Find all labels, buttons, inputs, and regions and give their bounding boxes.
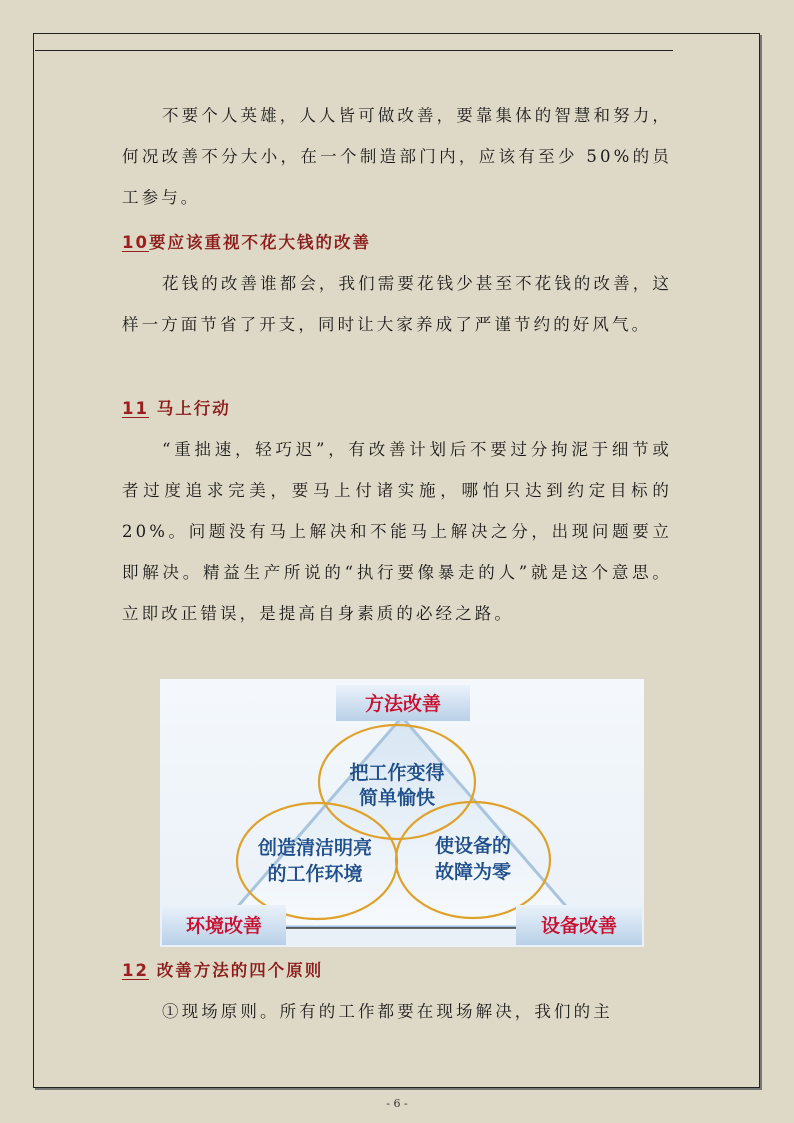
label-top bbox=[336, 685, 470, 721]
section-12-number: 12 bbox=[122, 961, 149, 980]
paragraph-1 bbox=[122, 95, 672, 218]
section-10-body-text: 花钱的改善谁都会，我们需要花钱少甚至不花钱的改善，这样一方面节省了开支，同时让大家养成了严谨节约的好风气。 bbox=[122, 274, 672, 334]
paragraph-1-text: 不要个人英雄，人人皆可做改善，要靠集体的智慧和努力，何况改善不分大小，在一个制造部门内，应该有至少 50%的员工参与。 bbox=[122, 106, 672, 207]
label-left-text: 环境改善 bbox=[185, 915, 263, 937]
section-11-number: 11 bbox=[122, 399, 149, 418]
label-left bbox=[162, 905, 286, 945]
section-12-title: 改善方法的四个原则 bbox=[156, 961, 324, 980]
section-10-number: 10 bbox=[122, 233, 149, 252]
circle-left-line-1: 创造清洁明亮 bbox=[257, 837, 373, 859]
circle-right-line-2: 故障为零 bbox=[434, 861, 512, 883]
label-top-text: 方法改善 bbox=[364, 693, 442, 715]
section-12-body bbox=[122, 991, 672, 1032]
header-rule bbox=[35, 50, 673, 51]
circle-top-line-1: 把工作变得 bbox=[349, 762, 445, 784]
section-11-heading bbox=[122, 397, 231, 421]
section-12-body-text: ①现场原则。所有的工作都要在现场解决，我们的主 bbox=[162, 1002, 613, 1021]
label-right-text: 设备改善 bbox=[540, 915, 618, 937]
improvement-diagram bbox=[160, 679, 644, 947]
circle-top-line-2: 简单愉快 bbox=[358, 787, 436, 809]
circle-left-line-2: 的工作环境 bbox=[267, 863, 363, 885]
section-11-body bbox=[122, 429, 672, 634]
section-10-body bbox=[122, 263, 672, 345]
label-right bbox=[516, 905, 642, 945]
section-11-body-text: “重拙速，轻巧迟”，有改善计划后不要过分拘泥于细节或者过度追求完美，要马上付诸实施，哪怕只达到约定目标的 20%。问题没有马上解决和不能马上解决之分，出现问题要立即解决。精益生产所说的“执行要像暴走的人”就是这个意思。立即改正错误，是提高自身素质的必经之路。 bbox=[122, 440, 672, 623]
page-number: - 6 - bbox=[386, 1097, 408, 1110]
circle-right-line-1: 使设备的 bbox=[434, 835, 512, 857]
section-10-heading bbox=[122, 231, 371, 255]
section-10-title: 要应该重视不花大钱的改善 bbox=[148, 233, 371, 252]
section-11-title: 马上行动 bbox=[156, 399, 231, 418]
section-12-heading bbox=[122, 959, 323, 983]
